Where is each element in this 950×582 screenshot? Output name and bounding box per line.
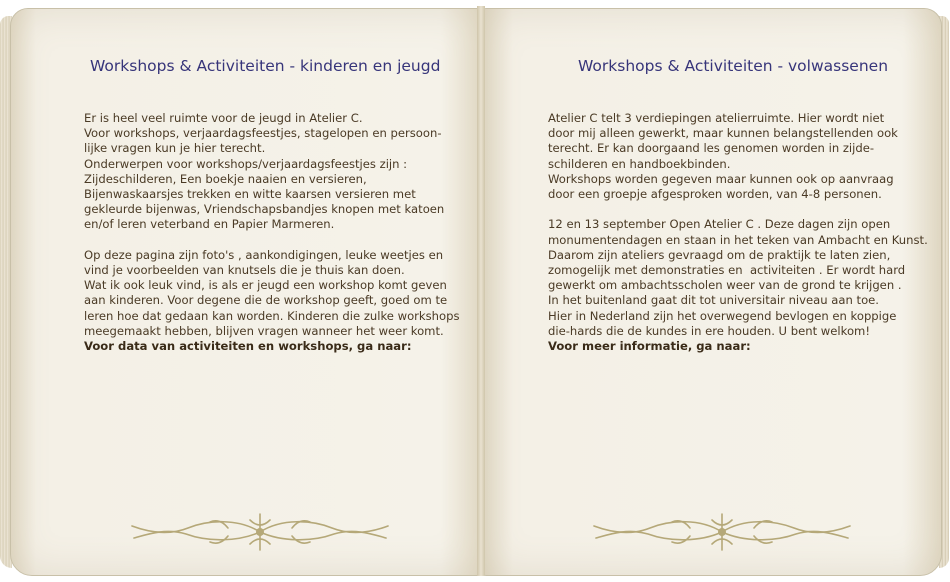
flourish-ornament-icon (590, 508, 854, 556)
left-page-body: Er is heel veel ruimte voor de jeugd in Atelier C. Voor workshops, verjaardagsfeestjes, stagelopen en persoon- lijke vragen kun je hier terecht. Onderwerpen voor workshops/verjaardagsfeestjes zijn : Zijdeschilderen, Een boekje naaien en versieren, Bijenwaskaarsjes trekken en witte kaarsen versieren met gekleurde bijenwas, Vriendschapsbandjes knopen met katoen en/of leren veterband en Papier Marmeren. Op deze pagina zijn foto's , aankondigingen, leuke weetjes en vind je voorbeelden van knutsels die je thuis kan doen. Wat ik ook leuk vind, is als er jeugd een workshop komt geven aan kinderen. Voor degene die de workshop geeft, goed om te leren hoe dat gedaan kan worden. Kinderen die zulke workshops meegemaakt hebben, blijven vragen wanneer het weer komt. (84, 111, 460, 338)
right-page-title: Workshops & Activiteiten - volwassenen (578, 57, 889, 75)
right-page-link-text[interactable]: Voor meer informatie, ga naar: (548, 339, 751, 353)
right-page-body: Atelier C telt 3 verdiepingen atelierruimte. Hier wordt niet door mij alleen gewerkt, maar kunnen belangstellenden ook terecht. Er kan doorgaand les genomen worden in zijde- schilderen en handboekbinden. Workshops worden gegeven maar kunnen ook op aanvraag door een groepje afgesproken worden, van 4-8 personen. 12 en 13 september Open Atelier C . Deze dagen zijn open monumentendagen en staan in het teken van Ambacht en Kunst. Daarom zijn ateliers gevraagd om de praktijk te laten zien, zomogelijk met demonstraties en activiteiten . Er wordt hard gewerkt om ambachtsscholen weer van de grond te krijgen . In het buitenland gaat dit tot universitair niveau aan toe. Hier in Nederland zijn het overwegend bevlogen en koppige die-hards die de kundes in ere houden. U bent welkom! (548, 111, 928, 338)
left-page-link-text[interactable]: Voor data van activiteiten en workshops, ga naar: (84, 339, 412, 353)
left-page-title: Workshops & Activiteiten - kinderen en jeugd (90, 57, 441, 75)
flourish-ornament-icon (128, 508, 392, 556)
book-spine (477, 6, 485, 576)
